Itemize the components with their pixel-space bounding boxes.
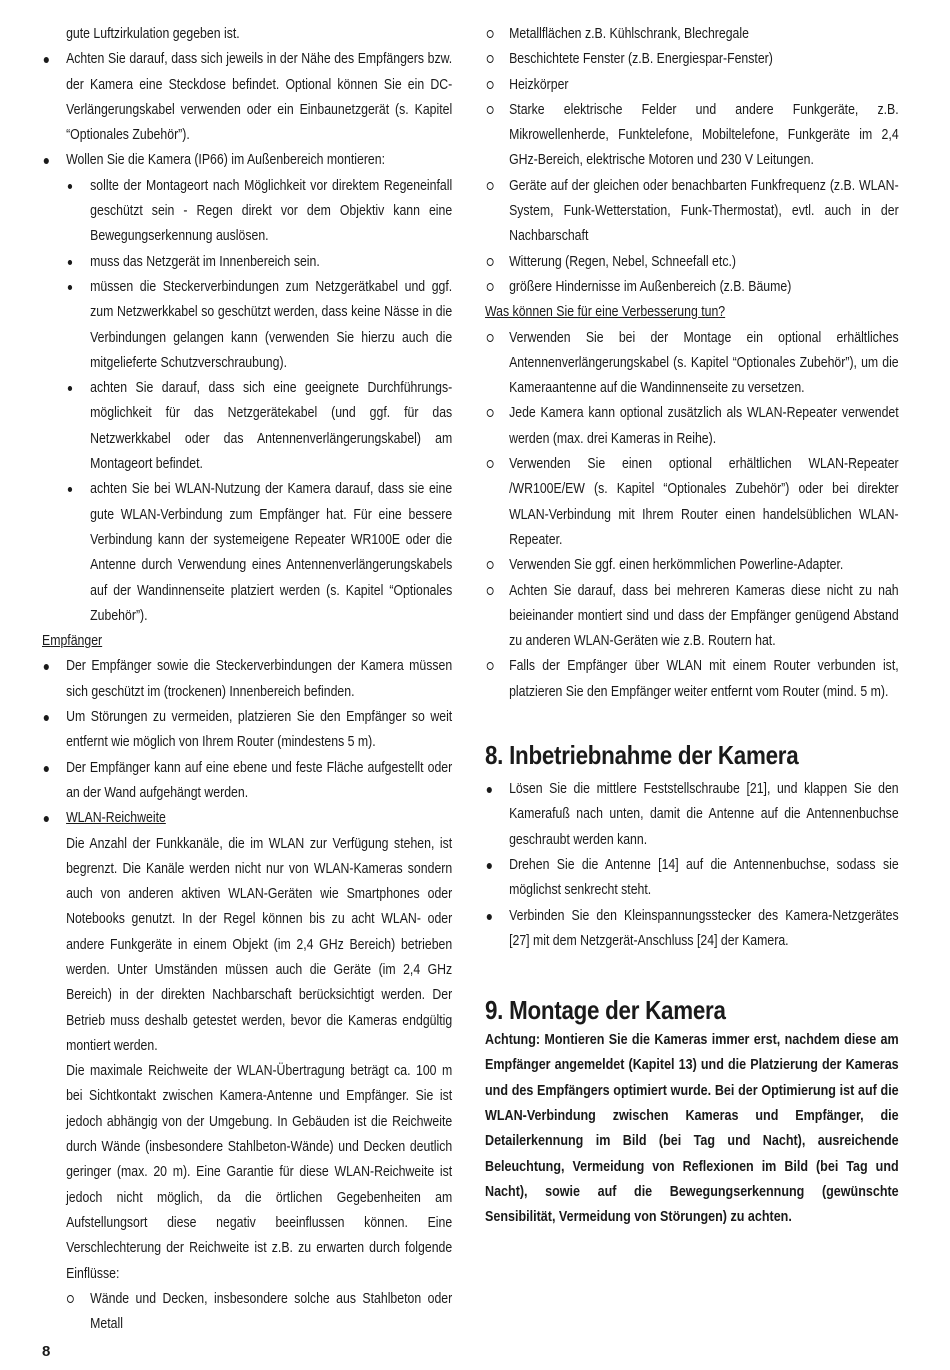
list-item: Um Störungen zu vermeiden, platzieren Sie den Empfänger so weit entfernt wie möglich von Ihrem Router (mindestens 5 m). — [42, 705, 452, 756]
circle-list-item: Metallflächen z.B. Kühlschrank, Blechregale — [485, 22, 899, 47]
section-heading-9: 9. Montage der Kamera — [485, 995, 726, 1026]
circle-list-item: Achten Sie darauf, dass bei mehreren Kameras diese nicht zu nah beieinander montiert sind und dass der Empfänger genügend Abstand zu anderen WLAN-Geräten wie z.B. Routern hat. — [485, 579, 899, 655]
list-item: Drehen Sie die Antenne [14] auf die Antennenbuchse, sodass sie möglichst senkrecht steht. — [485, 853, 899, 904]
paragraph: Die Anzahl der Funkkanäle, die im WLAN zur Verfügung stehen, ist begrenzt. Die Kanäle werden nicht nur von WLAN-Kameras sondern auch von anderen aktiven WLAN-Geräten wie Smartphones oder Notebooks genutzt. In der Regel können bis zu acht WLAN- oder andere Funkgeräte in einem Objekt (im 2,4 GHz Bereich) betrieben werden. Unter Umständen müssen auch die Geräte (im 2,4 GHz Bereich) in der direkten Nachbarschaft berücksichtigt werden. Der Betrieb muss deshalb getestet werden, bevor die Kameras endgültig montiert werden. — [66, 835, 453, 1054]
list-item: Lösen Sie die mittlere Feststellschraube [21], und klappen Sie den Kamerafuß nach unten, damit die Antenne auf die Antennenbuchse geschraubt werden kann. — [485, 777, 899, 853]
list-item: Verbinden Sie den Kleinspannungsstecker des Kamera-Netzgerätes [27] mit dem Netzgerät-Anschluss [24] der Kamera. — [485, 904, 899, 955]
list-item: Achten Sie darauf, dass sich jeweils in der Nähe des Empfängers bzw. der Kamera eine Steckdose befindet. Optional können Sie ein DC-Verlängerungskabel verwenden oder ein Einbaunetzgerät (s. Kapitel “Optionales Zubehör”). — [42, 47, 452, 148]
list-item: Der Empfänger sowie die Steckerverbindungen der Kamera müssen sich geschützt im (trockenen) Innenbereich befinden. — [42, 654, 452, 705]
sub-list-item: sollte der Montageort nach Möglichkeit vor direktem Regeneinfall geschützt sein - Regen direkt vor dem Objektiv kann eine Bewegungserkennung auslösen. — [42, 174, 452, 250]
circle-list-item: Verwenden Sie ggf. einen herkömmlichen Powerline-Adapter. — [485, 553, 899, 578]
continued-text: gute Luftzirkulation gegeben ist. — [66, 26, 240, 42]
warning-paragraph: Achtung: Montieren Sie die Kameras immer erst, nachdem diese am Empfänger angemeldet (Kapitel 13) und die Platzierung der Kameras und des Empfängers optimiert wurde. Bei der Optimierung ist auf die WLAN-Verbindung zwischen Kameras und Empfänger, die Detailerkennung im Bild (bei Tag und Nacht), ausreichende Beleuchtung, Vermeidung von Reflexionen im Bild (bei Tag und Nacht), sowie auf die Bewegungserkennung (gewünschte Sensibilität, Vermeidung von Störungen) zu achten. — [485, 1032, 899, 1226]
list-item-wlan-reichweite: WLAN-Reichweite — [42, 806, 452, 831]
right-column — [485, 22, 899, 1230]
sub-list-item: muss das Netzgerät im Innenbereich sein. — [42, 250, 452, 275]
circle-list-item: Beschichtete Fenster (z.B. Energiespar-Fenster) — [485, 47, 899, 72]
section-heading-empfaenger: Empfänger — [42, 633, 103, 650]
section-heading-8: 8. Inbetriebnahme der Kamera — [485, 740, 799, 771]
circle-list-item: Verwenden Sie bei der Montage ein optional erhältliches Antennenverlängerungskabel (s. Kapitel “Optionales Zubehör”), um die Kameraantenne auf die Wandinnenseite zu versetzen. — [485, 326, 899, 402]
page-number: 8 — [42, 1343, 51, 1360]
list-item: Wollen Sie die Kamera (IP66) im Außenbereich montieren: — [42, 148, 452, 173]
circle-list-item: Verwenden Sie einen optional erhältlichen WLAN-Repeater /WR100E/EW (s. Kapitel “Optionales Zubehör”) oder bei direkter WLAN-Verbindung mit Ihrem Router einen handelsüblichen WLAN-Repeater. — [485, 452, 899, 553]
left-column — [42, 22, 452, 1337]
circle-list-item: Falls der Empfänger über WLAN mit einem Router verbunden ist, platzieren Sie den Empfänger weiter entfernt vom Router (mind. 5 m). — [485, 654, 899, 705]
sub-list-item: achten Sie darauf, dass sich eine geeignete Durchführungsmöglichkeit für das Netzgerätekabel (und ggf. für das Netzwerkkabel oder das Antennenverlängerungskabel) am Montageort befindet. — [42, 376, 452, 477]
circle-list-item: Witterung (Regen, Nebel, Schneefall etc.) — [485, 250, 899, 275]
sub-list-item: achten Sie bei WLAN-Nutzung der Kamera darauf, dass sie eine gute WLAN-Verbindung zum Empfänger hat. Für eine bessere Verbindung kann der systemeigene Repeater WR100E oder die Antenne durch Verwendung eines Antennenverlängerungskabels auf der Wandinnenseite platziert werden (s. Kapitel “Optionales Zubehör”). — [42, 477, 452, 629]
circle-list-item: größere Hindernisse im Außenbereich (z.B. Bäume) — [485, 275, 899, 300]
circle-list-item: Geräte auf der gleichen oder benachbarten Funkfrequenz (z.B. WLAN-System, Funk-Wetterstation, Funk-Thermostat), evtl. auch in der Nachbarschaft — [485, 174, 899, 250]
circle-list-item: Jede Kamera kann optional zusätzlich als WLAN-Repeater verwendet werden (max. drei Kameras in Reihe). — [485, 401, 899, 452]
improvement-heading: Was können Sie für eine Verbesserung tun? — [485, 304, 726, 321]
paragraph: Die maximale Reichweite der WLAN-Übertragung beträgt ca. 100 m bei Sichtkontakt zwischen Kamera-Antenne und Empfänger. Sie ist jedoch abhängig von der Umgebung. In Gebäuden ist die Reichweite durch Wände (insbesondere Stahlbeton-Wände) und Decken deutlich geringer (max. 20 m). Eine Garantie für diese WLAN-Reichweite ist jedoch nicht möglich, da die örtlichen Gegebenheiten am Aufstellungsort diese negativ beeinflussen können. Eine Verschlechterung der Reichweite ist z.B. zu erwarten durch folgende Einflüsse: — [66, 1063, 453, 1282]
sub-list-item: müssen die Steckerverbindungen zum Netzgerätkabel und ggf. zum Netzwerkkabel so geschützt werden, dass keine Nässe in die Verbindungen gelangen kann (verwenden Sie hierzu auch die mitgelieferte Schutzverschraubung). — [42, 275, 452, 376]
circle-list-item: Starke elektrische Felder und andere Funkgeräte, z.B. Mikrowellenherde, Funktelefone, Mobiltelefone, Funkgeräte im 2,4 GHz-Bereich, elektrische Motoren und 230 V Leitungen. — [485, 98, 899, 174]
circle-list-item: Heizkörper — [485, 73, 899, 98]
list-item: Der Empfänger kann auf eine ebene und feste Fläche aufgestellt oder an der Wand aufgehängt werden. — [42, 756, 452, 807]
circle-list-item: Wände und Decken, insbesondere solche aus Stahlbeton oder Metall — [42, 1287, 452, 1338]
